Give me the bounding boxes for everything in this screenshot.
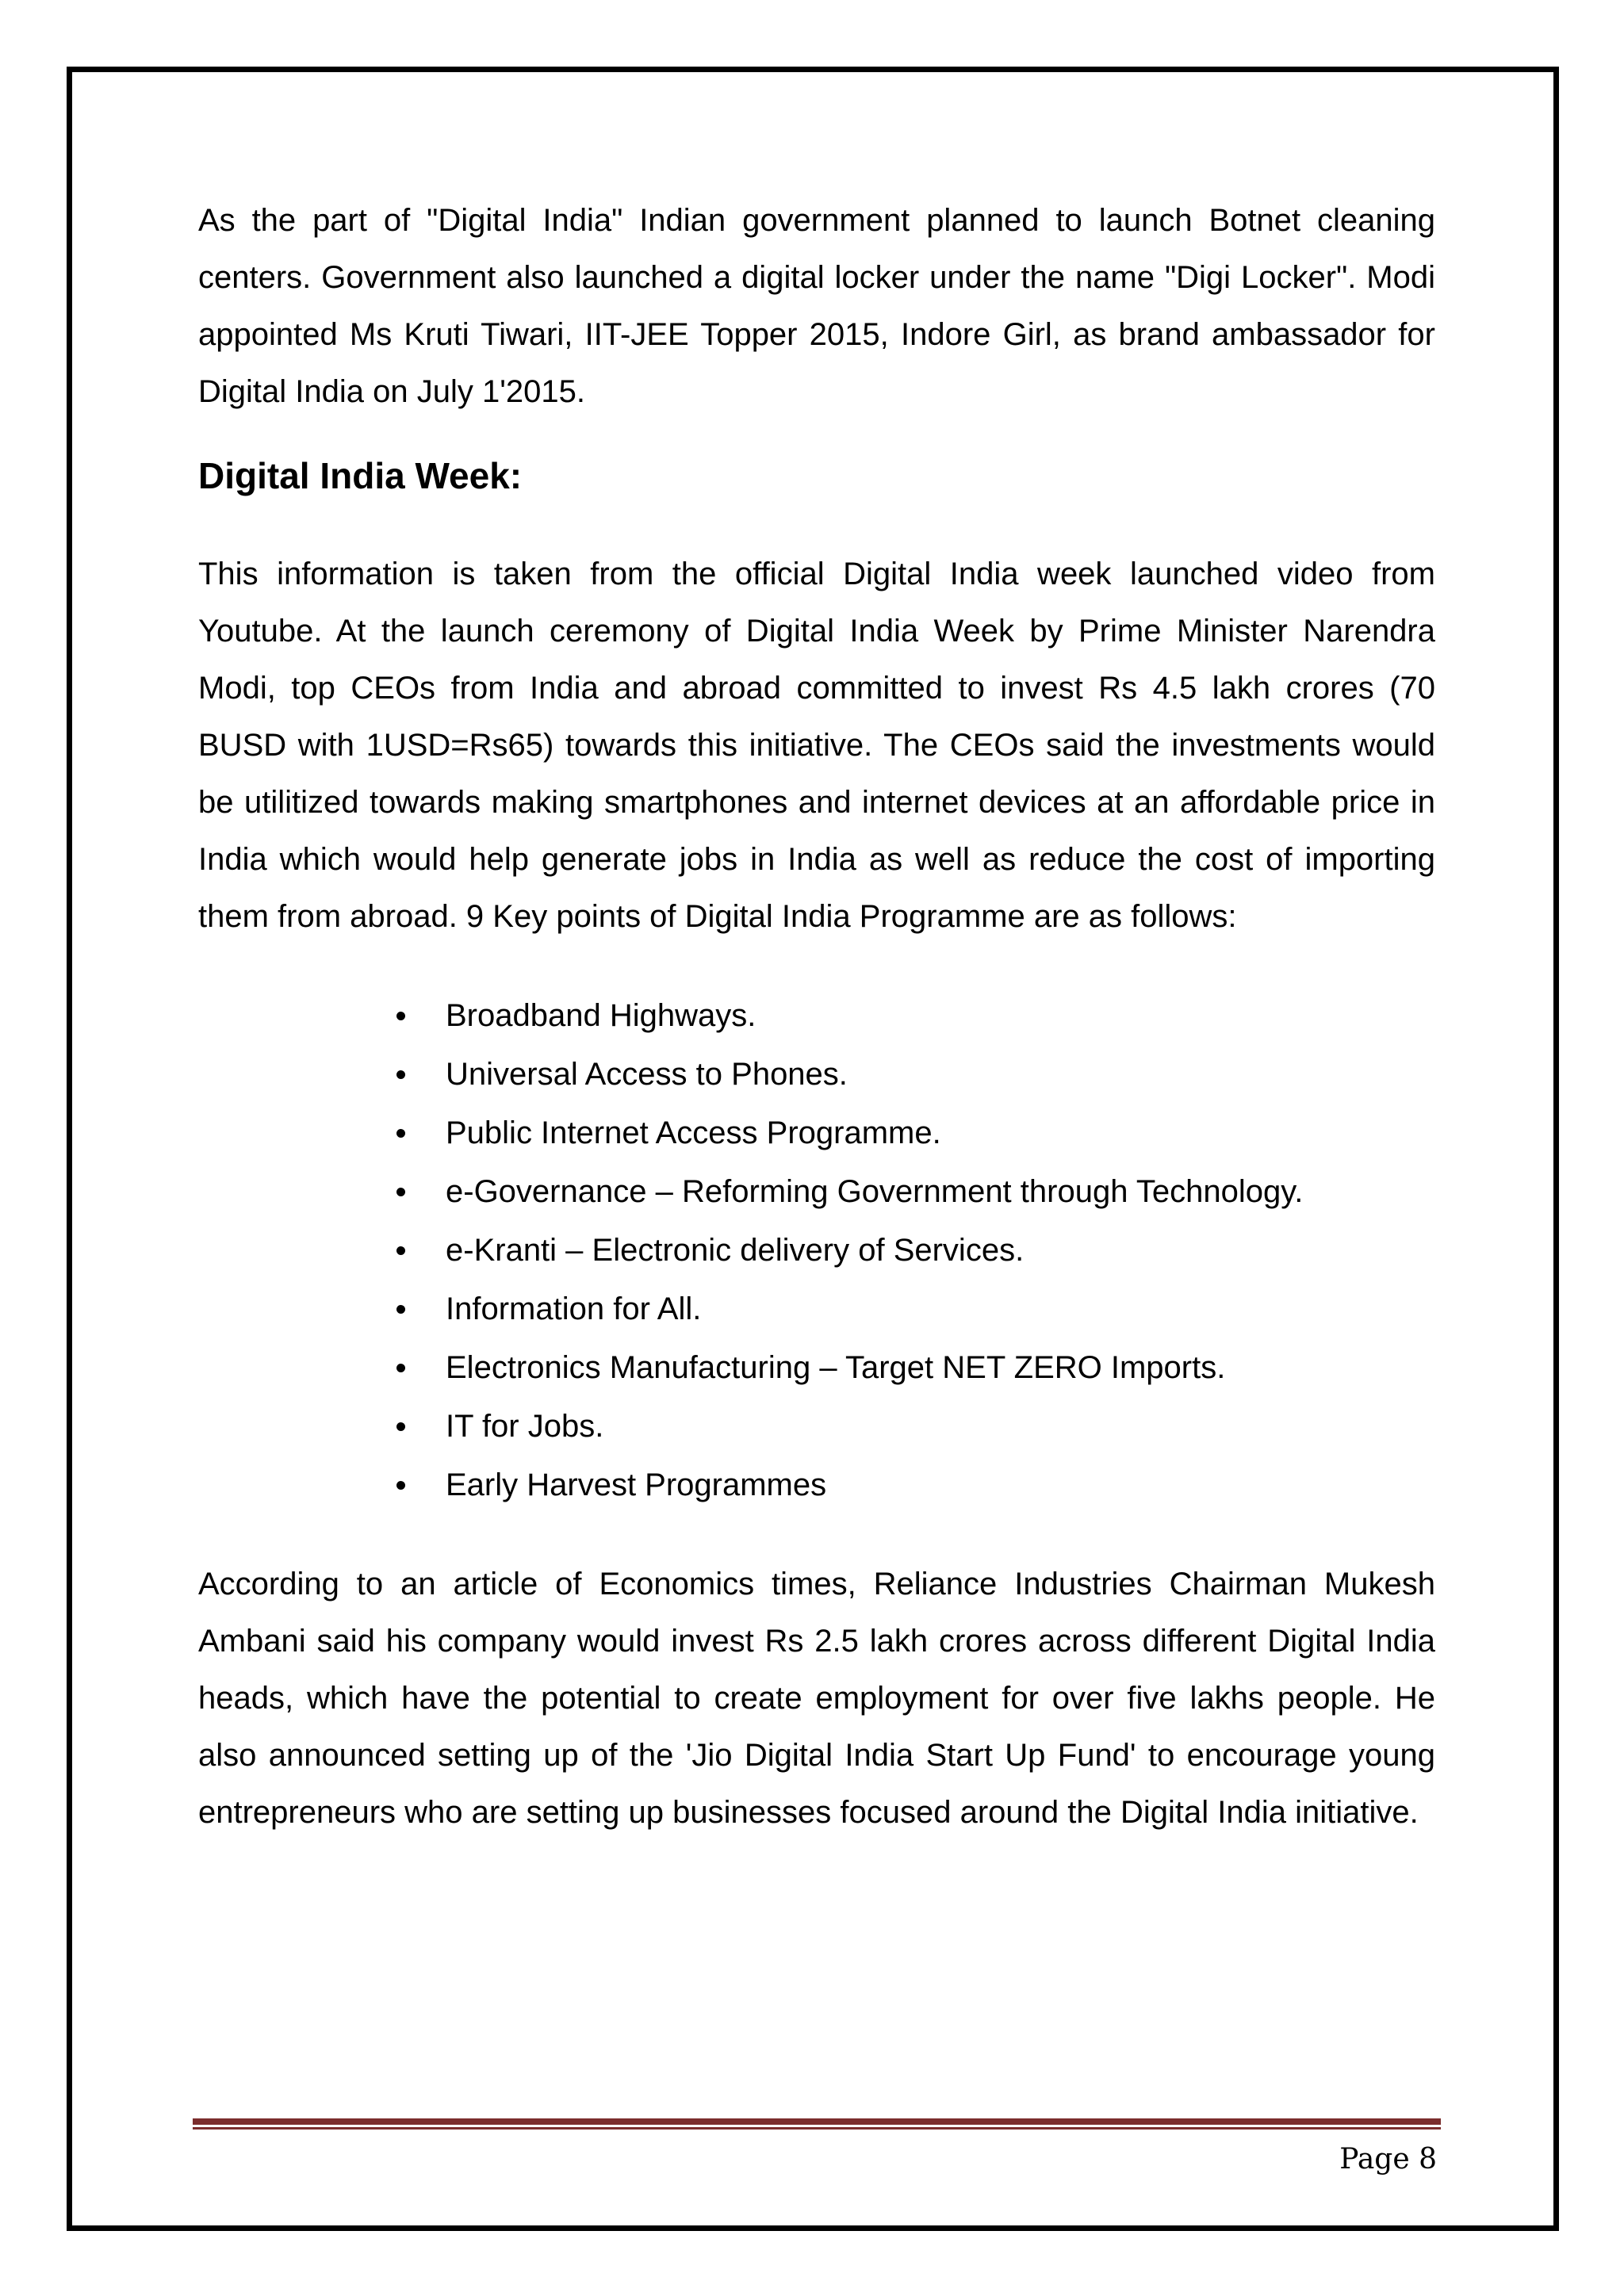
bullet-icon	[396, 1422, 405, 1431]
document-body	[198, 192, 1435, 1841]
list-item	[396, 1397, 1435, 1456]
list-item	[396, 1221, 1435, 1280]
bullet-icon	[396, 1188, 405, 1196]
bullet-icon	[396, 1246, 405, 1255]
list-item-text: e-Governance – Reforming Government through Technology.	[446, 1174, 1304, 1209]
bullet-icon	[396, 1070, 405, 1079]
list-item-text: Electronics Manufacturing – Target NET ZERO Imports.	[446, 1350, 1226, 1385]
bullet-icon	[396, 1364, 405, 1372]
list-item	[396, 1045, 1435, 1104]
list-item	[396, 986, 1435, 1045]
bullet-icon	[396, 1305, 405, 1314]
list-item-text: Universal Access to Phones.	[446, 1057, 848, 1092]
list-item-text: Public Internet Access Programme.	[446, 1115, 941, 1150]
list-item	[396, 1338, 1435, 1397]
bullet-icon	[396, 1129, 405, 1138]
section-heading: Digital India Week:	[198, 455, 523, 496]
list-item	[396, 1162, 1435, 1221]
page-number: Page 8	[1339, 2143, 1437, 2175]
list-item	[396, 1456, 1435, 1514]
list-item-text: IT for Jobs.	[446, 1409, 604, 1444]
list-item-text: Broadband Highways.	[446, 998, 756, 1033]
footer-rule	[193, 2118, 1441, 2130]
bullet-icon	[396, 1481, 405, 1490]
list-item	[396, 1104, 1435, 1162]
list-item-text: Early Harvest Programmes	[446, 1468, 827, 1502]
list-item-text: Information for All.	[446, 1292, 702, 1326]
list-item	[396, 1280, 1435, 1338]
footer-rule-thin	[193, 2127, 1441, 2130]
intro-paragraph: As the part of "Digital India" Indian government planned to launch Botnet cleaning centers. Government also launched a digital locker under the name "Digi Locker". Modi appointed Ms Kruti Tiwari, IIT-JEE Topper 2015, Indore Girl, as brand ambassador for Digital India on July 1'2015.	[198, 203, 1435, 409]
week-paragraph: This information is taken from the official Digital India week launched video from Youtube. At the launch ceremony of Digital India Week by Prime Minister Narendra Modi, top CEOs from India and abroad committed to invest Rs 4.5 lakh crores (70 BUSD with 1USD=Rs65) towards this initiative. The CEOs said the investments would be utilitized towards making smartphones and internet devices at an affordable price in India which would help generate jobs in India as well as reduce the cost of importing them from abroad. 9 Key points of Digital India Programme are as follows:	[198, 557, 1435, 934]
key-points-list	[198, 986, 1435, 1514]
bullet-icon	[396, 1012, 405, 1020]
closing-paragraph: According to an article of Economics times, Reliance Industries Chairman Mukesh Ambani said his company would invest Rs 2.5 lakh crores across different Digital India heads, which have the potential to create employment for over five lakhs people. He also announced setting up of the 'Jio Digital India Start Up Fund' to encourage young entrepreneurs who are setting up businesses focused around the Digital India initiative.	[198, 1567, 1435, 1830]
footer-rule-thick	[193, 2118, 1441, 2125]
list-item-text: e-Kranti – Electronic delivery of Services.	[446, 1233, 1025, 1268]
